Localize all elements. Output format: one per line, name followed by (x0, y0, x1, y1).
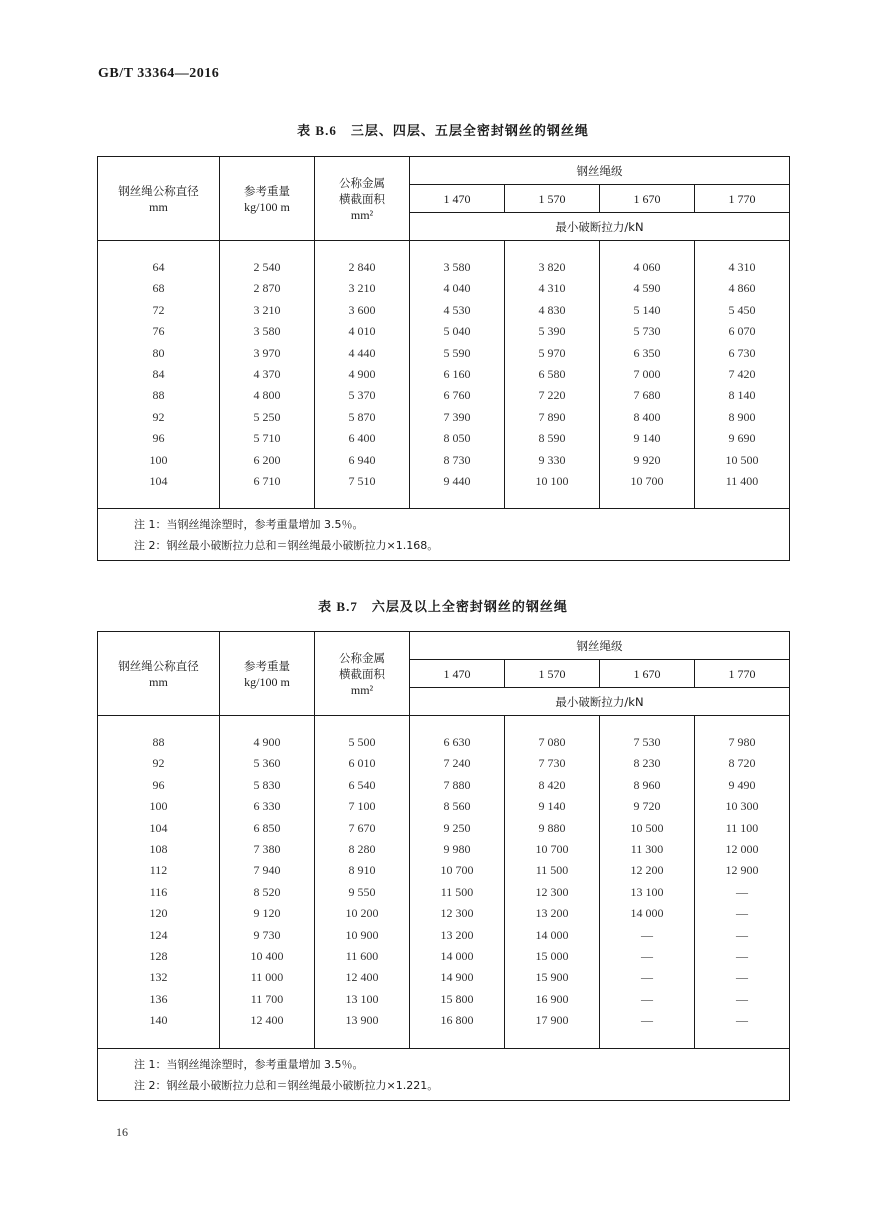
spacer-cell (410, 492, 505, 509)
table-cell: 68 (98, 278, 220, 299)
table-cell: 7 080 (505, 732, 600, 753)
document-code: GB/T 33364—2016 (98, 66, 220, 81)
table-cell: 9 920 (600, 450, 695, 471)
table-cell: 6 580 (505, 364, 600, 385)
table-cell: 4 370 (220, 364, 315, 385)
table-cell: 16 900 (505, 989, 600, 1010)
table-cell: 5 450 (695, 300, 790, 321)
spacer-cell (315, 241, 410, 258)
table-cell: 12 000 (695, 839, 790, 860)
spacer-cell (695, 1032, 790, 1049)
spacer-cell (410, 1032, 505, 1049)
table-cell: 5 140 (600, 300, 695, 321)
table-row (98, 925, 790, 946)
table-cell: 7 100 (315, 796, 410, 817)
spacer-cell (410, 716, 505, 733)
table-cell: — (600, 989, 695, 1010)
table-b7-notes (98, 1048, 790, 1100)
table-row (98, 989, 790, 1010)
table-row (98, 882, 790, 903)
header-diameter (98, 157, 220, 241)
spacer-cell (98, 241, 220, 258)
table-cell: — (695, 967, 790, 988)
table-cell: 10 500 (600, 818, 695, 839)
spacer-row (98, 716, 790, 733)
table-row (98, 278, 790, 299)
table-cell: 5 500 (315, 732, 410, 753)
spacer-cell (410, 241, 505, 258)
table-cell: 5 370 (315, 385, 410, 406)
table-cell: 10 900 (315, 925, 410, 946)
table-row (98, 753, 790, 774)
table-cell: 5 390 (505, 321, 600, 342)
table-cell: 5 360 (220, 753, 315, 774)
table-cell: 10 700 (410, 860, 505, 881)
table-cell: 10 400 (220, 946, 315, 967)
spacer-cell (315, 492, 410, 509)
table-cell: 5 590 (410, 343, 505, 364)
table-cell: 4 860 (695, 278, 790, 299)
table-row (98, 796, 790, 817)
grade-value: 1 770 (728, 666, 756, 681)
grade-value: 1 570 (538, 666, 566, 681)
table-cell: 5 250 (220, 407, 315, 428)
table-cell: 12 900 (695, 860, 790, 881)
table-b7 (97, 631, 790, 1101)
table-cell: 16 800 (410, 1010, 505, 1031)
table-row (98, 364, 790, 385)
table-cell: 12 400 (220, 1010, 315, 1031)
table-cell: 5 730 (600, 321, 695, 342)
table-cell: 4 310 (695, 257, 790, 278)
table-cell: 7 980 (695, 732, 790, 753)
table-cell: 15 000 (505, 946, 600, 967)
table-cell: 9 720 (600, 796, 695, 817)
table-cell: 132 (98, 967, 220, 988)
table-cell: 8 400 (600, 407, 695, 428)
table-cell: 14 000 (600, 903, 695, 924)
table-cell: — (695, 925, 790, 946)
table-cell: 76 (98, 321, 220, 342)
table-cell: 11 100 (695, 818, 790, 839)
table-cell: 17 900 (505, 1010, 600, 1031)
table-cell: 6 760 (410, 385, 505, 406)
spacer-cell (600, 1032, 695, 1049)
grade-value: 1 670 (633, 191, 661, 206)
table-cell: 10 200 (315, 903, 410, 924)
table-b7-number: 表 B.7 (318, 599, 358, 614)
table-b6-number: 表 B.6 (297, 123, 337, 138)
grade-value: 1 470 (443, 191, 471, 206)
spacer-row (98, 241, 790, 258)
header-weight (220, 632, 315, 716)
spacer-cell (98, 716, 220, 733)
table-cell: 64 (98, 257, 220, 278)
table-cell: — (695, 946, 790, 967)
header-area-unit: mm² (350, 682, 374, 697)
table-b6 (97, 156, 790, 561)
table-cell: 10 100 (505, 471, 600, 492)
header-grade (600, 185, 695, 213)
table-cell: 12 300 (505, 882, 600, 903)
table-row (98, 407, 790, 428)
table-cell: 9 120 (220, 903, 315, 924)
table-cell: 100 (98, 796, 220, 817)
table-cell: 8 730 (410, 450, 505, 471)
table-row (98, 860, 790, 881)
table-cell: 6 710 (220, 471, 315, 492)
table-row (98, 775, 790, 796)
table-cell: 15 900 (505, 967, 600, 988)
table-cell: 11 500 (505, 860, 600, 881)
table-cell: — (695, 989, 790, 1010)
table-row (98, 343, 790, 364)
table-cell: 7 730 (505, 753, 600, 774)
table-cell: 8 960 (600, 775, 695, 796)
table-cell: 4 310 (505, 278, 600, 299)
table-cell: 9 250 (410, 818, 505, 839)
header-grade (695, 660, 790, 688)
table-cell: 4 530 (410, 300, 505, 321)
table-cell: — (695, 882, 790, 903)
table-cell: 3 210 (220, 300, 315, 321)
header-grade (505, 660, 600, 688)
table-cell: 6 200 (220, 450, 315, 471)
table-cell: 3 970 (220, 343, 315, 364)
table-cell: 9 730 (220, 925, 315, 946)
table-cell: 92 (98, 407, 220, 428)
spacer-cell (600, 716, 695, 733)
table-cell: 6 160 (410, 364, 505, 385)
grade-value: 1 670 (633, 666, 661, 681)
header-diameter-unit: mm (149, 199, 168, 214)
table-cell: 13 200 (505, 903, 600, 924)
table-row (98, 967, 790, 988)
table-cell: 10 700 (600, 471, 695, 492)
table-cell: 9 490 (695, 775, 790, 796)
table-cell: 10 500 (695, 450, 790, 471)
table-cell: 116 (98, 882, 220, 903)
table-cell: 8 590 (505, 428, 600, 449)
table-cell: 100 (98, 450, 220, 471)
table-cell: 136 (98, 989, 220, 1010)
spacer-cell (315, 1032, 410, 1049)
table-cell: 14 900 (410, 967, 505, 988)
table-cell: 6 630 (410, 732, 505, 753)
spacer-cell (505, 241, 600, 258)
table-cell: 6 010 (315, 753, 410, 774)
table-cell: 7 000 (600, 364, 695, 385)
header-grade (410, 185, 505, 213)
table-row (98, 903, 790, 924)
table-cell: 14 000 (410, 946, 505, 967)
table-cell: 4 830 (505, 300, 600, 321)
table-cell: — (600, 946, 695, 967)
note-1: 注 1：当钢丝绳涂塑时，参考重量增加 3.5％。 (134, 518, 364, 532)
grade-value: 1 770 (728, 191, 756, 206)
table-b7-caption: 六层及以上全密封钢丝的钢丝绳 (371, 600, 568, 615)
table-cell: 7 940 (220, 860, 315, 881)
table-row (98, 839, 790, 860)
table-cell: 9 140 (600, 428, 695, 449)
table-cell: 3 210 (315, 278, 410, 299)
table-cell: 6 940 (315, 450, 410, 471)
table-row (98, 471, 790, 492)
table-b6-caption: 三层、四层、五层全密封钢丝的钢丝绳 (350, 124, 589, 139)
table-cell: 4 010 (315, 321, 410, 342)
page-number: 16 (116, 1125, 128, 1139)
table-cell: 8 520 (220, 882, 315, 903)
table-cell: 120 (98, 903, 220, 924)
table-cell: 96 (98, 775, 220, 796)
table-cell: 9 330 (505, 450, 600, 471)
table-row (98, 732, 790, 753)
table-cell: 5 830 (220, 775, 315, 796)
table-cell: 13 200 (410, 925, 505, 946)
table-cell: 3 820 (505, 257, 600, 278)
table-b7-body (98, 716, 790, 1049)
table-cell: 72 (98, 300, 220, 321)
table-cell: 10 700 (505, 839, 600, 860)
spacer-cell (220, 492, 315, 509)
header-weight-label: 参考重量 (244, 658, 290, 673)
header-area-label-2: 横截面积 (339, 191, 385, 206)
table-cell: 9 440 (410, 471, 505, 492)
table-cell: 13 900 (315, 1010, 410, 1031)
table-cell: 6 350 (600, 343, 695, 364)
table-cell: 4 060 (600, 257, 695, 278)
spacer-cell (220, 241, 315, 258)
spacer-cell (220, 716, 315, 733)
table-cell: 128 (98, 946, 220, 967)
table-cell: 8 910 (315, 860, 410, 881)
table-row (98, 385, 790, 406)
table-cell: 8 230 (600, 753, 695, 774)
table-b7-title (0, 596, 886, 615)
table-cell: 7 380 (220, 839, 315, 860)
spacer-cell (98, 1032, 220, 1049)
header-weight-label: 参考重量 (244, 183, 290, 198)
table-row (98, 257, 790, 278)
note-2: 注 2：钢丝最小破断拉力总和＝钢丝绳最小破断拉力×1.221。 (134, 1078, 439, 1092)
table-cell: 8 720 (695, 753, 790, 774)
table-cell: 4 900 (315, 364, 410, 385)
table-cell: 7 240 (410, 753, 505, 774)
table-cell: 13 100 (600, 882, 695, 903)
table-cell: 4 800 (220, 385, 315, 406)
table-cell: 7 670 (315, 818, 410, 839)
table-cell: 9 140 (505, 796, 600, 817)
table-cell: 2 540 (220, 257, 315, 278)
table-cell: 4 440 (315, 343, 410, 364)
table-cell: 12 200 (600, 860, 695, 881)
table-cell: 5 710 (220, 428, 315, 449)
spacer-cell (695, 241, 790, 258)
table-b6-notes (98, 509, 790, 561)
table-cell: 8 280 (315, 839, 410, 860)
spacer-cell (315, 716, 410, 733)
table-cell: 11 000 (220, 967, 315, 988)
spacer-row (98, 1032, 790, 1049)
spacer-row (98, 492, 790, 509)
table-cell: 13 100 (315, 989, 410, 1010)
header-weight-unit: kg/100 m (244, 199, 290, 214)
table-cell: 124 (98, 925, 220, 946)
spacer-cell (695, 492, 790, 509)
table-cell: 112 (98, 860, 220, 881)
table-cell: 7 530 (600, 732, 695, 753)
note-2: 注 2：钢丝最小破断拉力总和＝钢丝绳最小破断拉力×1.168。 (134, 539, 439, 553)
table-b6-title (0, 120, 886, 139)
table-cell: 6 330 (220, 796, 315, 817)
table-cell: — (695, 903, 790, 924)
table-cell: 11 400 (695, 471, 790, 492)
table-row (98, 300, 790, 321)
table-cell: 5 040 (410, 321, 505, 342)
table-cell: 140 (98, 1010, 220, 1031)
table-cell: 88 (98, 732, 220, 753)
table-cell: 108 (98, 839, 220, 860)
table-cell: 88 (98, 385, 220, 406)
table-cell: 104 (98, 818, 220, 839)
table-cell: 11 600 (315, 946, 410, 967)
spacer-cell (505, 716, 600, 733)
table-cell: 3 580 (220, 321, 315, 342)
table-cell: 6 400 (315, 428, 410, 449)
table-cell: — (600, 925, 695, 946)
table-cell: 104 (98, 471, 220, 492)
table-cell: 9 980 (410, 839, 505, 860)
table-cell: 4 900 (220, 732, 315, 753)
table-cell: 9 690 (695, 428, 790, 449)
spacer-cell (695, 716, 790, 733)
table-cell: 3 580 (410, 257, 505, 278)
table-cell: 8 140 (695, 385, 790, 406)
header-diameter (98, 632, 220, 716)
spacer-cell (600, 241, 695, 258)
table-row (98, 450, 790, 471)
table-row (98, 946, 790, 967)
header-grade-group: 钢丝绳级 (410, 632, 790, 660)
table-cell: 2 870 (220, 278, 315, 299)
table-cell: 6 540 (315, 775, 410, 796)
table-cell: 7 390 (410, 407, 505, 428)
header-area-label-1: 公称金属 (339, 650, 385, 665)
table-cell: 6 070 (695, 321, 790, 342)
table-row (98, 1010, 790, 1031)
table-cell: 5 870 (315, 407, 410, 428)
spacer-cell (600, 492, 695, 509)
table-cell: 9 880 (505, 818, 600, 839)
header-area-unit: mm² (350, 207, 374, 222)
header-area-label-2: 横截面积 (339, 666, 385, 681)
table-row (98, 321, 790, 342)
table-cell: 15 800 (410, 989, 505, 1010)
spacer-cell (220, 1032, 315, 1049)
header-grade (600, 660, 695, 688)
table-cell: 11 500 (410, 882, 505, 903)
table-cell: 8 560 (410, 796, 505, 817)
table-cell: 2 840 (315, 257, 410, 278)
table-cell: 10 300 (695, 796, 790, 817)
table-cell: — (600, 967, 695, 988)
grade-value: 1 570 (538, 191, 566, 206)
table-cell: 6 850 (220, 818, 315, 839)
table-cell: 5 970 (505, 343, 600, 364)
note-1: 注 1：当钢丝绳涂塑时，参考重量增加 3.5％。 (134, 1057, 364, 1071)
header-area-label-1: 公称金属 (339, 175, 385, 190)
spacer-cell (98, 492, 220, 509)
header-diameter-unit: mm (149, 674, 168, 689)
table-cell: 7 420 (695, 364, 790, 385)
table-cell: 7 880 (410, 775, 505, 796)
table-cell: 3 600 (315, 300, 410, 321)
table-cell: 7 220 (505, 385, 600, 406)
grade-value: 1 470 (443, 666, 471, 681)
header-min-breaking-force: 最小破断拉力/kN (410, 688, 790, 716)
table-cell: 7 890 (505, 407, 600, 428)
header-weight (220, 157, 315, 241)
table-row (98, 818, 790, 839)
table-cell: 11 300 (600, 839, 695, 860)
table-cell: 92 (98, 753, 220, 774)
table-cell: 8 900 (695, 407, 790, 428)
table-cell: — (695, 1010, 790, 1031)
header-diameter-label: 钢丝绳公称直径 (118, 658, 199, 673)
spacer-cell (505, 492, 600, 509)
table-cell: 8 420 (505, 775, 600, 796)
table-cell: 6 730 (695, 343, 790, 364)
table-cell: 12 300 (410, 903, 505, 924)
table-cell: 7 510 (315, 471, 410, 492)
table-b6-body (98, 241, 790, 509)
header-grade (695, 185, 790, 213)
header-weight-unit: kg/100 m (244, 674, 290, 689)
header-grade (410, 660, 505, 688)
header-grade (505, 185, 600, 213)
header-min-breaking-force: 最小破断拉力/kN (410, 213, 790, 241)
table-cell: 12 400 (315, 967, 410, 988)
table-cell: 7 680 (600, 385, 695, 406)
table-cell: 96 (98, 428, 220, 449)
header-grade-group: 钢丝绳级 (410, 157, 790, 185)
table-cell: 11 700 (220, 989, 315, 1010)
table-cell: 84 (98, 364, 220, 385)
header-area (315, 157, 410, 241)
table-row (98, 428, 790, 449)
table-cell: 4 590 (600, 278, 695, 299)
spacer-cell (505, 1032, 600, 1049)
header-area (315, 632, 410, 716)
header-diameter-label: 钢丝绳公称直径 (118, 183, 199, 198)
table-cell: 80 (98, 343, 220, 364)
table-cell: 8 050 (410, 428, 505, 449)
table-cell: 14 000 (505, 925, 600, 946)
table-cell: 4 040 (410, 278, 505, 299)
table-cell: 9 550 (315, 882, 410, 903)
table-cell: — (600, 1010, 695, 1031)
